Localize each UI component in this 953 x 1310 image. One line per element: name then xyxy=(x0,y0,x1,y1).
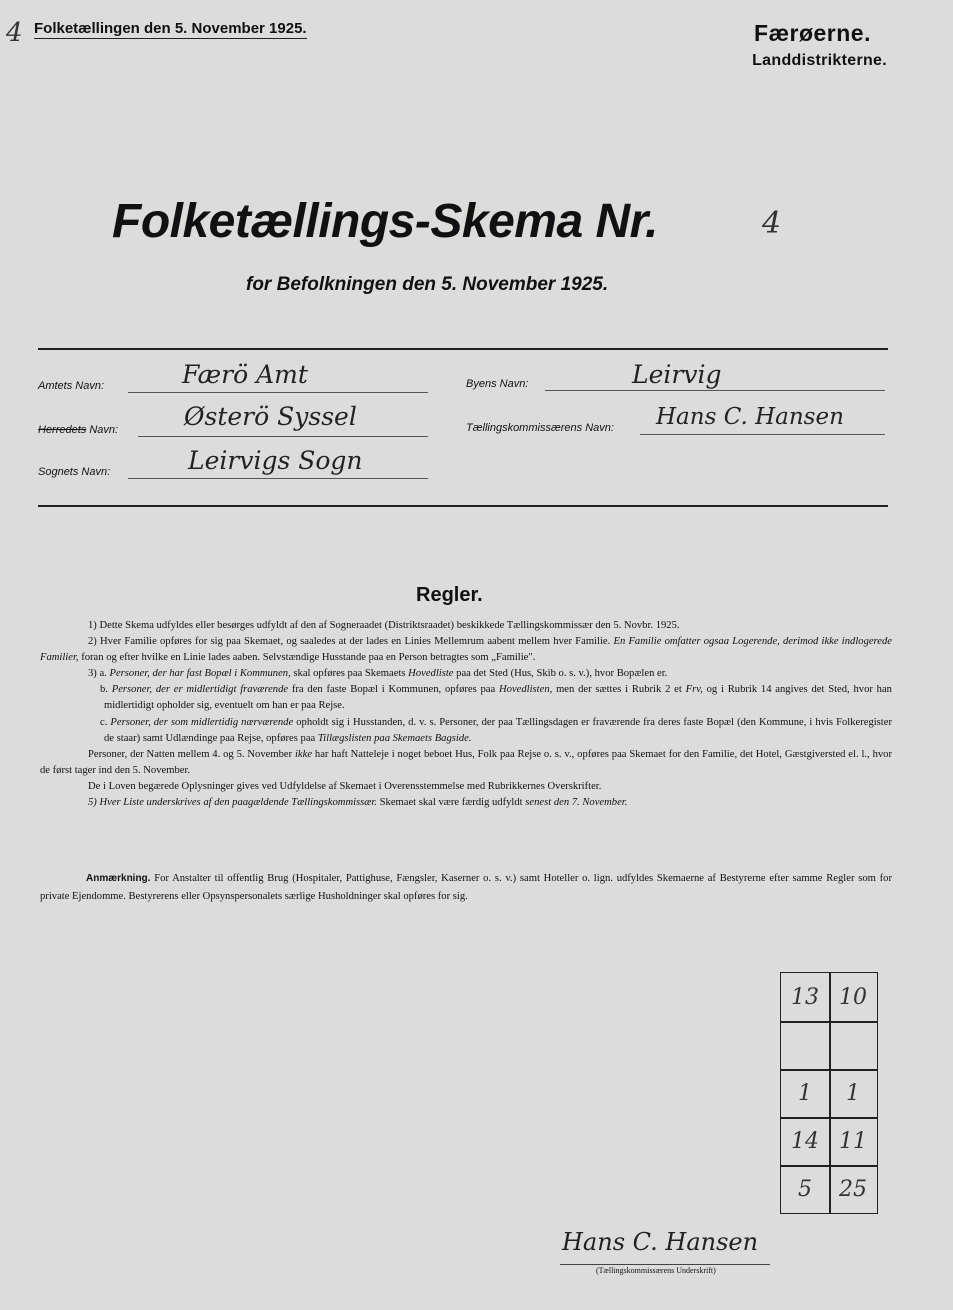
tally-cell: 25 xyxy=(839,1176,867,1202)
rule-3a-text: skal opføres paa Skemaets xyxy=(293,668,406,680)
rules-heading: Regler. xyxy=(416,584,483,606)
tally-box xyxy=(780,972,878,1214)
rule-2-text: 2) Hver Familie opføres for sig paa Skemaet, og saaledes at der lades en Linies Mellemrum aabent mellem hver Familie. xyxy=(88,636,611,648)
signature-line xyxy=(560,1264,770,1265)
rule-3a-persons: Personer, der har fast Bopæl i Kommunen, xyxy=(109,668,291,680)
sogn-value: Leirvigs Sogn xyxy=(188,446,363,475)
kommissaer-value: Hans C. Hansen xyxy=(656,404,844,430)
rule-3a xyxy=(40,666,892,682)
rule-3b-num: b. xyxy=(100,684,108,696)
tally-divider xyxy=(781,1021,877,1023)
by-underline xyxy=(545,390,885,391)
herred-value: Østerö Syssel xyxy=(184,402,357,431)
tally-cell: 14 xyxy=(791,1128,819,1154)
rule-3d-rest: har haft Natteleje i noget beboet Hus, Folk paa Rejse o. s. v., opføres paa Skemaet for den Familie, det Hotel, Gæstgiversted el. l., hvor de først tager ind den 5. November. xyxy=(40,748,892,776)
rule-5-text: Skemaet skal være færdig udfyldt xyxy=(379,797,523,809)
tally-cell: 1 xyxy=(846,1080,860,1106)
rule-3c-tillaeg: Tillægslisten paa Skemaets Bagside. xyxy=(317,732,472,744)
tally-cell xyxy=(781,1021,829,1069)
rule-3b-hovedlisten: Hovedlisten, xyxy=(499,684,553,696)
sogn-underline xyxy=(128,478,428,479)
tally-cell: 1 xyxy=(798,1080,812,1106)
tally-cell: 5 xyxy=(798,1176,812,1202)
by-label: Byens Navn: xyxy=(466,378,529,390)
rule-2-rest: foran og efter hvilke en Linie lades aaben. Selvstændige Husstande paa en Person betragtes som „Familie". xyxy=(81,652,536,664)
form-subtitle: for Befolkningen den 5. November 1925. xyxy=(246,274,609,295)
kommissaer-underline xyxy=(640,434,885,435)
rule-3b-text: fra den faste Bopæl i Kommunen, opføres paa xyxy=(291,684,496,696)
country-name: Færøerne. xyxy=(754,20,871,46)
herred-label xyxy=(38,424,118,436)
amt-value: Færö Amt xyxy=(182,360,308,389)
tally-divider xyxy=(781,1165,877,1167)
tally-divider xyxy=(781,1117,877,1119)
rule-5-sign: 5) Hver Liste underskrives af den paagældende Tællingskommissær. xyxy=(88,797,377,809)
rules-body xyxy=(40,618,892,811)
rule-3c-num: c. xyxy=(100,716,108,728)
rule-3d-text: Personer, der Natten mellem 4. og 5. November xyxy=(88,748,293,760)
rule-3a-rest: paa det Sted (Hus, Skib o. s. v.), hvor Bopælen er. xyxy=(456,668,668,680)
tally-cell xyxy=(829,1021,877,1069)
herred-underline xyxy=(138,436,428,437)
rule-3b-frv: Frv, xyxy=(685,684,703,696)
rule-3b xyxy=(40,682,892,714)
rule-3b-text2: men der sættes i Rubrik 2 et xyxy=(556,684,682,696)
sogn-label: Sognets Navn: xyxy=(38,466,111,478)
rule-3b-persons: Personer, der er midlertidigt fraværende xyxy=(111,684,289,696)
kommissaer-label: Tællingskommissærens Navn: xyxy=(466,422,614,434)
form-title: Folketællings-Skema Nr. xyxy=(112,195,659,248)
census-date-header: Folketællingen den 5. November 1925. xyxy=(34,20,307,37)
note-text: For Anstalter til offentlig Brug (Hospitaler, Pattighuse, Fængsler, Kaserner o. s. v.) samt Hoteller o. lign. udfyldes Skemaerne af Bestyrerne efter samme Regler som for private Ejendomme. Bestyrerens eller Opsynspersonalets særlige Husholdninger skal opføres for sig. xyxy=(40,873,892,902)
by-value: Leirvig xyxy=(632,360,722,389)
rule-3a-num: 3) a. xyxy=(88,668,107,680)
note-lead: Anmærkning. xyxy=(86,873,151,884)
rule-3c xyxy=(40,715,892,747)
bottom-divider xyxy=(38,505,888,507)
rule-3b-rest: og i Rubrik 14 angives det Sted, hvor han midlertidigt opholder sig, eventuelt om han er paa Rejse. xyxy=(104,684,892,712)
tally-divider xyxy=(829,973,831,1213)
tally-cell: 10 xyxy=(839,984,867,1010)
rule-3a-hovedliste: Hovedliste xyxy=(408,668,454,680)
amt-label: Amtets Navn: xyxy=(38,380,105,392)
tally-cell: 11 xyxy=(839,1128,867,1154)
rule-1: 1) Dette Skema udfyldes eller besørges udfyldt af den af Sogneraadet (Distriktsraadet) beskikkede Tællingskommissær den 5. Novbr. 1925. xyxy=(88,620,680,631)
herred-label-rest: Navn: xyxy=(89,424,119,436)
form-number: 4 xyxy=(762,206,782,241)
signature-caption: (Tællingskommissærens Underskrift) xyxy=(596,1266,716,1275)
tally-cell: 13 xyxy=(791,984,819,1010)
rule-5 xyxy=(40,795,892,811)
rule-3d xyxy=(40,747,892,779)
top-divider xyxy=(38,348,888,350)
corner-handwritten-mark: 4 xyxy=(6,18,23,48)
rule-3c-persons: Personer, der som midlertidig nærværende xyxy=(110,716,294,728)
rule-4: De i Loven begærede Oplysninger gives ved Udfyldelse af Skemaet i Overensstemmelse med Rubrikkernes Overskrifter. xyxy=(88,780,602,792)
rule-2 xyxy=(40,634,892,666)
rule-2-family: En Familie omfatter ogsaa Logerende, derimod ikke indlogerede Familier, xyxy=(40,636,892,664)
rule-3d-ikke: ikke xyxy=(294,748,313,760)
district-name: Landdistrikterne. xyxy=(752,52,887,69)
commissioner-signature: Hans C. Hansen xyxy=(562,1228,759,1256)
rule-3c-text: opholdt sig i Husstanden, d. v. s. Personer, der paa Tællingsdagen er fraværende fra deres faste Bopæl (den Kommune, i hvis Folkeregister de staar) samt Udlændinge paa Rejse, opføres paa xyxy=(104,716,892,744)
rule-5-deadline: senest den 7. November. xyxy=(525,797,628,809)
herred-label-struck: Herredets xyxy=(38,424,87,436)
amt-underline xyxy=(128,392,428,393)
annotation-note xyxy=(40,870,892,906)
tally-divider xyxy=(781,1069,877,1071)
